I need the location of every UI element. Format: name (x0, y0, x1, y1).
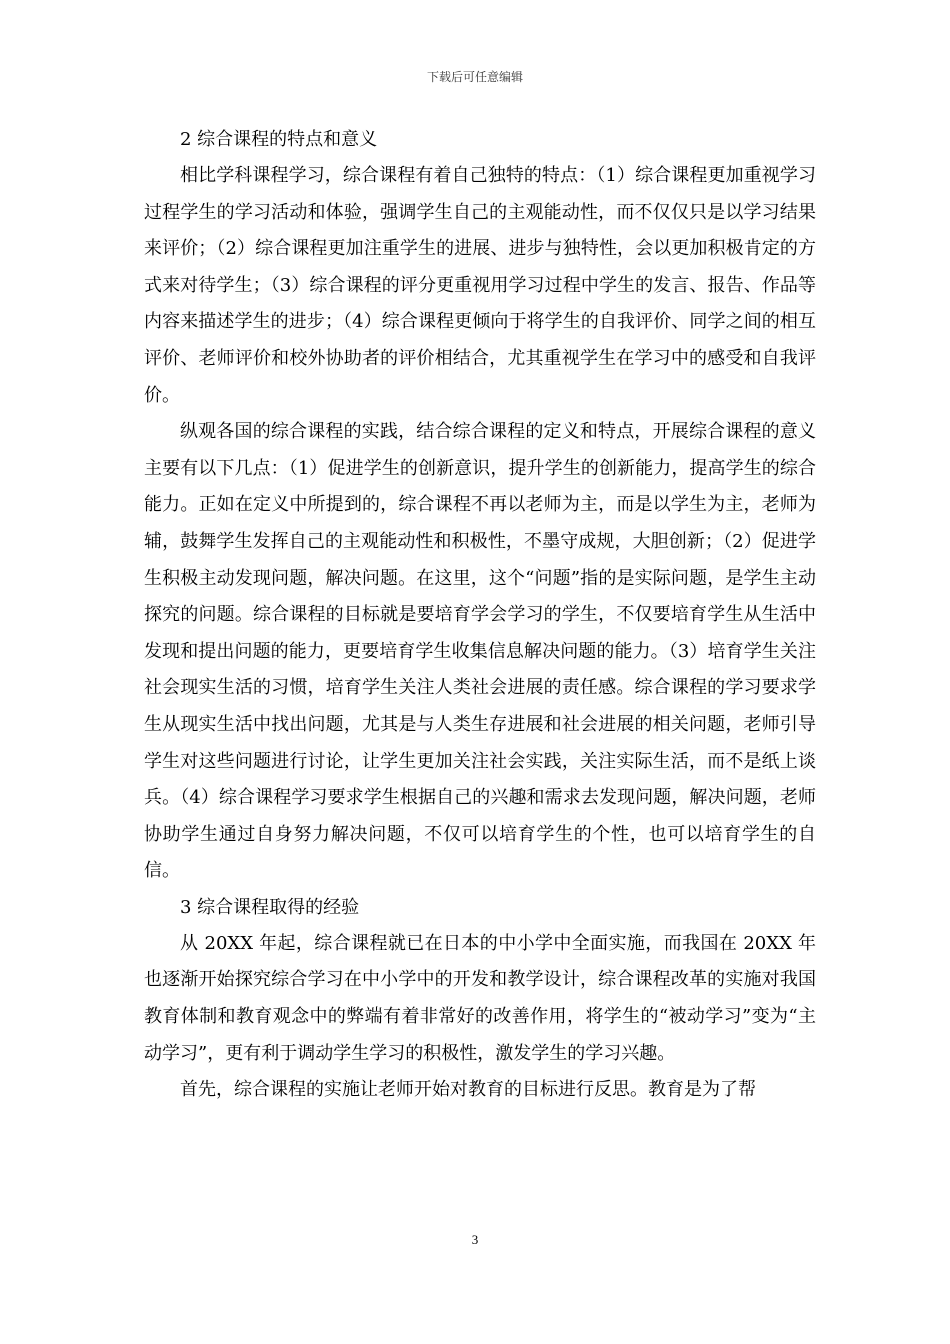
paragraph: 纵观各国的综合课程的实践，结合综合课程的定义和特点，开展综合课程的意义主要有以下几点：（1）促进学生的创新意识，提升学生的创新能力，提高学生的综合能力。正如在定义中所提到的，综合课程不再以老师为主，而是以学生为主，老师为辅，鼓舞学生发挥自己的主观能动性和积极性，不墨守成规，大胆创新；（2）促进学生积极主动发现问题，解决问题。在这里，这个“问题”指的是实际问题，是学生主动探究的问题。综合课程的目标就是要培育学会学习的学生，不仅要培育学生从生活中发现和提出问题的能力，更要培育学生收集信息解决问题的能力。（3）培育学生关注社会现实生活的习惯，培育学生关注人类社会进展的责任感。综合课程的学习要求学生从现实生活中找出问题，尤其是与人类生存进展和社会进展的相关问题，老师引导学生对这些问题进行讨论，让学生更加关注社会实践，关注实际生活，而不是纸上谈兵。（4）综合课程学习要求学生根据自己的兴趣和需求去发现问题，解决问题，老师协助学生通过自身努力解决问题，不仅可以培育学生的个性，也可以培育学生的自信。 (144, 421, 816, 882)
paragraph: 首先，综合课程的实施让老师开始对教育的目标进行反思。教育是为了帮 (180, 1079, 756, 1101)
page-number: 3 (471, 1232, 479, 1247)
page-header: 下载后可任意编辑 (426, 70, 523, 84)
section-title: 2 综合课程的特点和意义 (180, 129, 378, 150)
paragraph: 从 20XX 年起，综合课程就已在日本的中小学中全面实施，而我国在 20XX 年也逐渐开始探究综合学习在中小学中的开发和教学设计，综合课程改革的实施对我国教育体制和教育观念中的弊端有着非常好的改善作用，将学生的“被动学习”变为“主动学习”，更有利于调动学生学习的积极性，激发学生的学习兴趣。 (144, 932, 816, 1064)
paragraph: 相比学科课程学习，综合课程有着自己独特的特点：（1）综合课程更加重视学习过程学生的学习活动和体验，强调学生自己的主观能动性，而不仅仅只是以学习结果来评价；（2）综合课程更加注重学生的进展、进步与独特性，会以更加积极肯定的方式来对待学生；（3）综合课程的评分更重视用学习过程中学生的发言、报告、作品等内容来描述学生的进步；（4）综合课程更倾向于将学生的自我评价、同学之间的相互评价、老师评价和校外协助者的评价相结合，尤其重视学生在学习中的感受和自我评价。 (144, 165, 816, 406)
document-body (144, 122, 816, 1109)
section-title: 3 综合课程取得的经验 (180, 896, 360, 918)
